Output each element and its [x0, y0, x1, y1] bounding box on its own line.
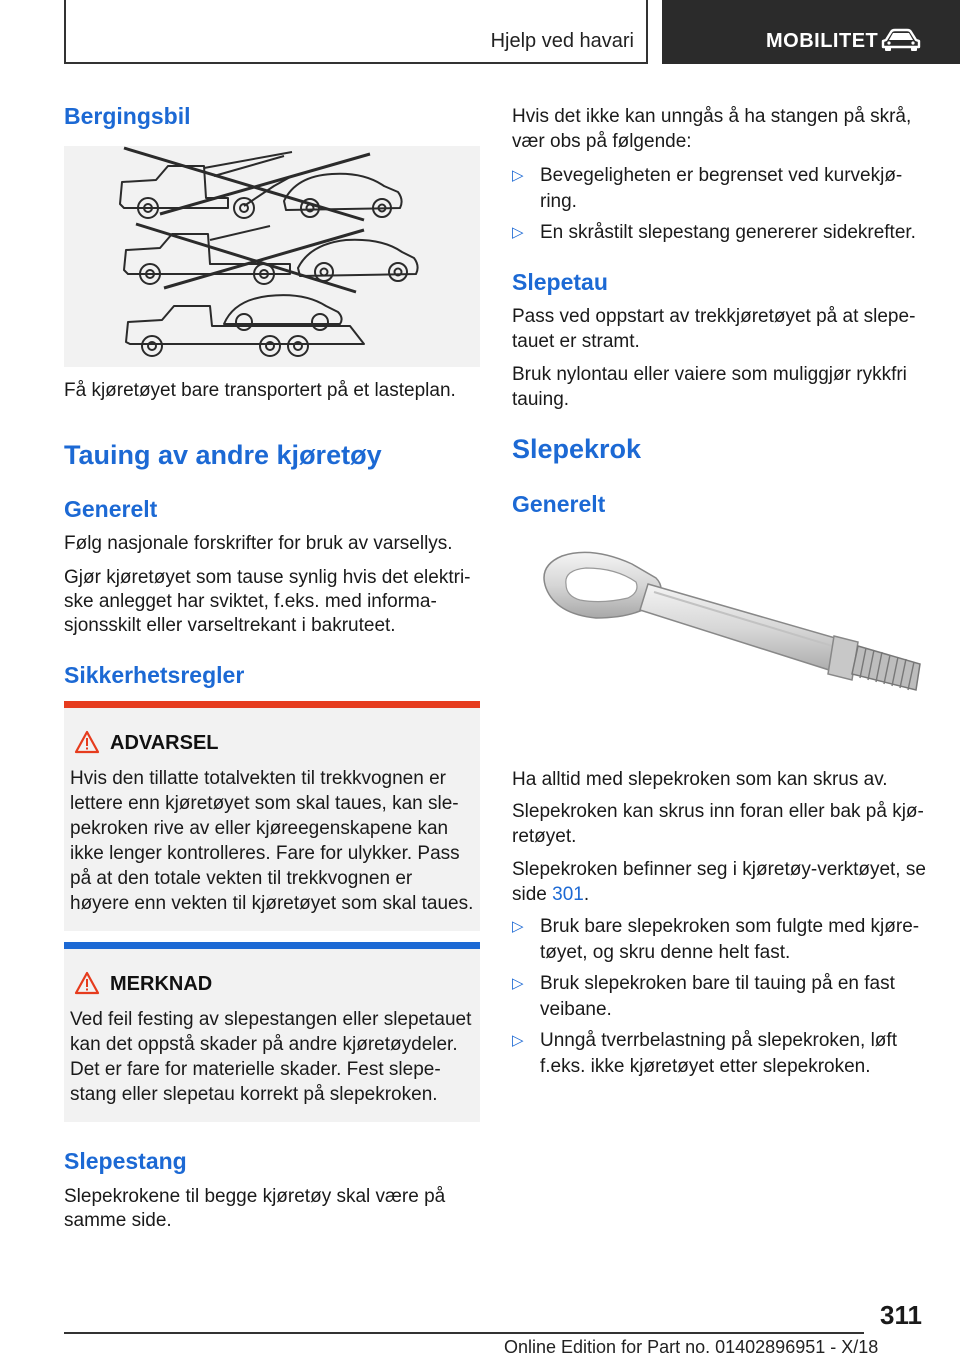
paragraph-slepetau-1a: Pass ved oppstart av trekkjøretøyet på at slepe- — [512, 306, 916, 327]
warning-title: ADVARSEL — [110, 732, 219, 754]
paragraph-krok-1: Ha alltid med slepekroken som kan skrus av. — [512, 769, 888, 790]
note-line: kan det oppstå skader på andre kjøretøydeler. — [70, 1034, 458, 1055]
warning-triangle-icon — [74, 971, 100, 995]
paragraph-intro-a: Hvis det ikke kan unngås å ha stangen på skrå, — [512, 106, 912, 127]
paragraph-slepestang-b: samme side. — [64, 1210, 172, 1231]
warning-triangle-icon — [74, 730, 100, 754]
warning-box — [64, 701, 480, 931]
heading-generelt-2: Generelt — [512, 491, 606, 517]
heading-slepestang: Slepestang — [64, 1148, 187, 1174]
list-bullet-icon: ▷ — [512, 224, 524, 241]
list-item-text: Unngå tverrbelastning på slepekroken, løft f.eks. ikke kjøretøyet etter slepekroken. — [540, 1030, 897, 1077]
paragraph-krok-2b: retøyet. — [512, 826, 577, 847]
paragraph-krok-3b: side 301. — [512, 884, 590, 905]
list-bullet-icon: ▷ — [512, 975, 524, 992]
heading-slepetau: Slepetau — [512, 269, 608, 295]
list-bullet-icon: ▷ — [512, 1032, 524, 1049]
footer-divider — [64, 1332, 864, 1334]
heading-generelt: Generelt — [64, 496, 158, 522]
footer-edition: Online Edition for Part no. 01402896951 - X/18 — [504, 1337, 879, 1357]
warning-line: på at den totale vekten til trekkvognen er — [70, 868, 413, 889]
note-line: Det er fare for materielle skader. Fest slepe- — [70, 1059, 441, 1080]
list-item-text: Bruk slepekroken bare til tauing på en fast veibane. — [540, 973, 895, 1020]
paragraph-generelt-1: Følg nasjonale forskrifter for bruk av varsellys. — [64, 533, 453, 554]
header-section-title: Hjelp ved havari — [490, 30, 634, 52]
list-bullet-icon: ▷ — [512, 918, 524, 935]
header-section-box — [64, 0, 648, 64]
paragraph-generelt-2c: sjonsskilt eller varseltrekant i bakruteet. — [64, 615, 396, 636]
warning-line: ikke lenger kontrolleres. Fare for ulykker. Pass — [70, 843, 460, 864]
paragraph-slepetau-2a: Bruk nylontau eller vaiere som muliggjør rykkfri — [512, 364, 907, 385]
note-line: Ved feil festing av slepestangen eller slepetauet — [70, 1009, 472, 1030]
paragraph-slepestang-a: Slepekrokene til begge kjøretøy skal være på — [64, 1186, 446, 1207]
list-item-text: Bevegeligheten er begrenset ved kurvekjø- ring. — [540, 165, 903, 212]
warning-line: Hvis den tillatte totalvekten til trekkvognen er — [70, 768, 446, 789]
figure-caption: Få kjøretøyet bare transportert på et lasteplan. — [64, 380, 456, 401]
header-chapter-title: MOBILITET — [766, 30, 879, 52]
warning-line: lettere enn kjøretøyet som skal taues, kan sle- — [70, 793, 459, 814]
warning-line: pekroken rive av eller kjøreegenskapene kan — [70, 818, 449, 839]
paragraph-generelt-2b: ske anlegget har sviktet, f.eks. med informa- — [64, 591, 437, 612]
page-number: 311 — [880, 1300, 922, 1330]
page-reference-link[interactable]: 301 — [552, 884, 584, 905]
note-box — [64, 942, 480, 1122]
header-chapter-tab — [662, 0, 960, 64]
heading-tauing: Tauing av andre kjøretøy — [64, 440, 382, 470]
towing-eye-illustration — [536, 548, 932, 718]
list-item-text: En skråstilt slepestang genererer sidekrefter. — [540, 222, 916, 243]
note-line: stang eller slepetau korrekt på slepekroken. — [70, 1084, 438, 1105]
list-bullet-icon: ▷ — [512, 167, 524, 184]
heading-slepekrok: Slepekrok — [512, 434, 642, 464]
list-item-text: Bruk bare slepekroken som fulgte med kjøre- tøyet, og skru denne helt fast. — [540, 916, 920, 963]
paragraph-slepetau-1b: tauet er stramt. — [512, 331, 640, 352]
heading-bergingsbil: Bergingsbil — [64, 103, 191, 129]
paragraph-krok-2a: Slepekroken kan skrus inn foran eller bak på kjø- — [512, 801, 924, 822]
car-icon — [880, 28, 922, 52]
paragraph-krok-3a: Slepekroken befinner seg i kjøretøy-verktøyet, se — [512, 859, 926, 880]
tow-truck-illustration — [64, 146, 480, 367]
note-title: MERKNAD — [110, 973, 213, 995]
paragraph-intro-b: vær obs på følgende: — [512, 131, 692, 152]
paragraph-generelt-2a: Gjør kjøretøyet som tause synlig hvis det elektri- — [64, 567, 471, 588]
paragraph-slepetau-2b: tauing. — [512, 389, 570, 410]
warning-line: høyere enn vekten til kjøretøyet som skal taues. — [70, 893, 474, 914]
heading-sikkerhetsregler: Sikkerhetsregler — [64, 662, 245, 688]
